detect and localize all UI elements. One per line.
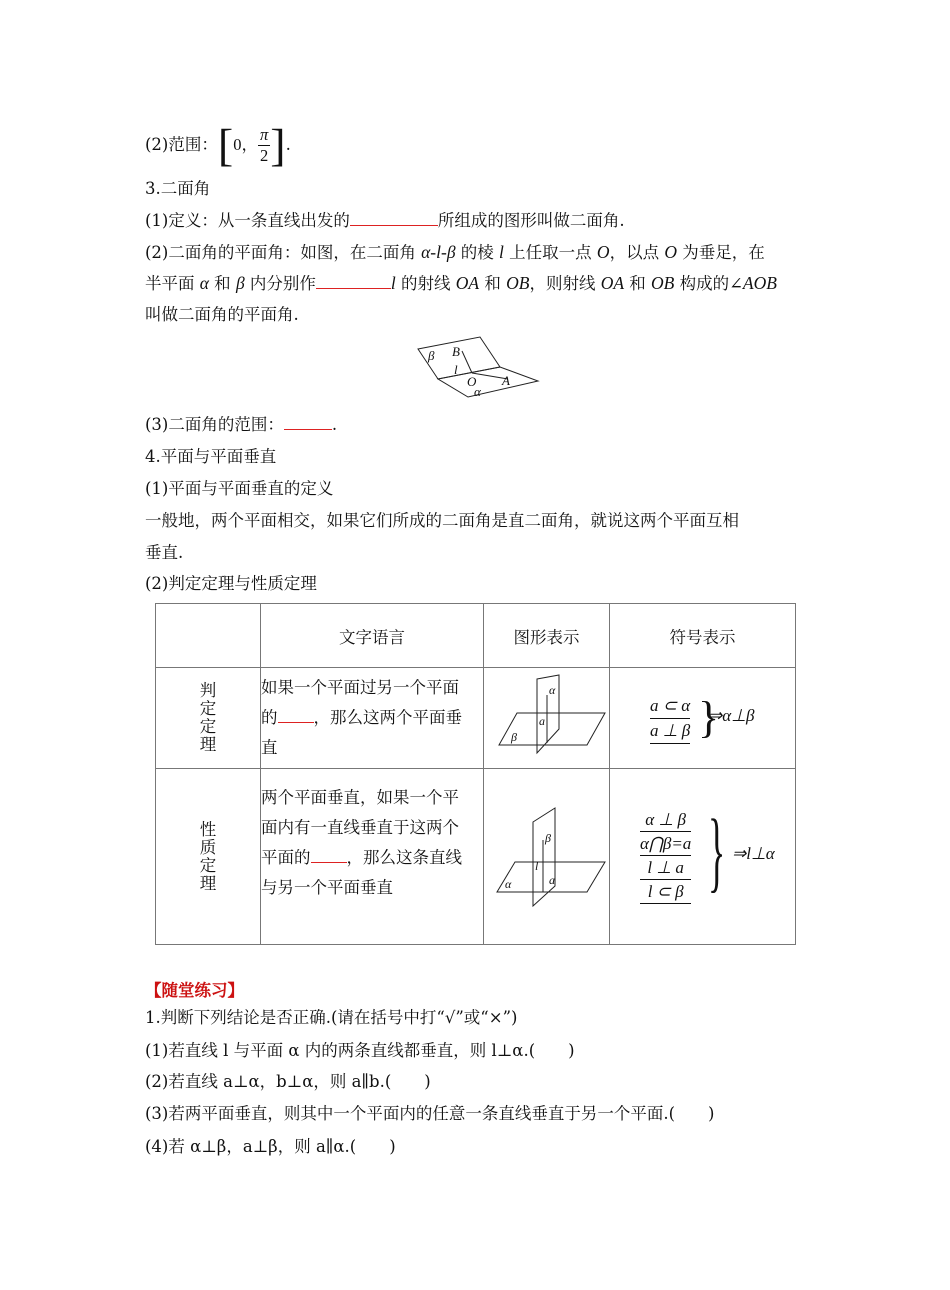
row-label-criterion xyxy=(156,668,261,769)
section4-body1: 一般地，两个平面相交，如果它们所成的二面角是直二面角，就说这两个平面互相 xyxy=(145,511,739,530)
text: 两个平面垂直，如果一个平 xyxy=(261,788,459,807)
range-blank xyxy=(284,413,332,430)
edge-l: l xyxy=(390,273,396,293)
criterion-figure xyxy=(487,673,607,763)
header-figure: 图形表示 xyxy=(484,604,610,668)
text: 和 xyxy=(208,274,236,293)
text: 半平面 xyxy=(145,274,200,293)
header-empty xyxy=(156,604,261,668)
criterion-text xyxy=(261,668,484,769)
beta: β xyxy=(235,273,245,293)
question-3: (3)若两平面垂直，则其中一个平面内的任意一条直线垂直于另一个平面.( ) xyxy=(145,1104,715,1123)
text: ，那么这条直线 xyxy=(346,848,462,867)
dihedral-definition xyxy=(145,209,625,233)
pi-over-2 xyxy=(258,125,270,166)
criterion-blank xyxy=(278,706,314,723)
section4-sub2: (2)判定定理与性质定理 xyxy=(145,574,317,593)
text: 和 xyxy=(624,274,652,293)
sym-line: l ⊂ β xyxy=(640,880,691,904)
ray-OB: OB xyxy=(651,273,675,293)
text: 构成的∠ xyxy=(674,274,743,293)
text: ，以点 xyxy=(609,243,665,262)
label-char: 质 xyxy=(199,837,217,857)
theorem-table xyxy=(155,603,796,945)
text xyxy=(261,703,483,733)
plane-angle-line1 xyxy=(145,240,765,265)
text: ，那么这两个平面垂 xyxy=(313,708,462,727)
practice-heading: 【随堂练习】 xyxy=(145,981,244,1000)
section3-title: 3.二面角 xyxy=(145,179,211,198)
dihedral-angle-figure xyxy=(410,333,540,403)
label-alpha: α xyxy=(548,683,555,697)
edge-l: l xyxy=(499,242,504,262)
point-O: O xyxy=(664,242,677,262)
definition-blank xyxy=(350,209,438,226)
table-row xyxy=(156,668,796,769)
text: (2)二面角的平面角：如图，在二面角 xyxy=(145,243,422,262)
property-symbol-cell xyxy=(610,769,796,945)
label-beta: β xyxy=(544,830,551,845)
sym-line: a ⊥ β xyxy=(650,719,690,744)
text: (3)二面角的范围： xyxy=(145,415,284,434)
table-header-row xyxy=(156,604,796,668)
ray-OA: OA xyxy=(600,273,625,293)
label-char: 定 xyxy=(199,699,217,718)
property-text xyxy=(261,769,484,945)
label-B: B xyxy=(452,344,460,359)
row-label-property xyxy=(156,769,261,945)
question-2: (2)若直线 a⊥α，b⊥α，则 a∥b.( ) xyxy=(145,1072,431,1091)
section4-sub1: (1)平面与平面垂直的定义 xyxy=(145,479,334,498)
text: 平面的 xyxy=(261,848,311,867)
text: ，则射线 xyxy=(529,274,601,293)
dihedral-range xyxy=(145,413,337,437)
label-a: a xyxy=(538,714,545,728)
label-l: l xyxy=(534,858,538,873)
label-alpha: α xyxy=(474,384,481,399)
property-symbol xyxy=(610,802,795,912)
text: 的 xyxy=(261,708,278,727)
text: 内分别作 xyxy=(244,274,316,293)
def-prefix: (1)定义：从一条直线出发的 xyxy=(145,211,350,230)
question-4: (4)若 α⊥β，a⊥β，则 a∥α.( ) xyxy=(145,1137,396,1156)
text: 面内有一直线垂直于这两个 xyxy=(261,818,459,837)
conditions xyxy=(650,694,690,744)
brace: } xyxy=(698,693,720,742)
range-label: (2)范围： xyxy=(145,135,218,154)
text: 上任取一点 xyxy=(503,243,597,262)
text: . xyxy=(331,415,338,434)
criterion-figure-cell xyxy=(484,668,610,769)
perpendicular-blank xyxy=(316,272,391,289)
plane-beta xyxy=(533,808,555,906)
property-figure-cell xyxy=(484,769,610,945)
ray-OA: OA xyxy=(455,273,480,293)
ray-OB: OB xyxy=(506,273,530,293)
dihedral-expr: α-l-β xyxy=(421,242,456,262)
ray-ob xyxy=(462,351,472,373)
question-intro: 1.判断下列结论是否正确.(请在括号中打“√”或“×”) xyxy=(145,1008,518,1027)
sym-result: ⇒l⊥α xyxy=(732,843,775,863)
sym-line: α⋂β=a xyxy=(640,832,691,856)
criterion-symbol-cell xyxy=(610,668,796,769)
plane-angle-line2 xyxy=(145,271,777,296)
angle-AOB: AOB xyxy=(742,273,777,293)
text: 直 xyxy=(261,738,278,757)
plane-angle-line3: 叫做二面角的平面角. xyxy=(145,305,299,324)
conditions xyxy=(640,808,691,904)
plane-alpha xyxy=(438,367,538,397)
label-a: a xyxy=(548,872,555,887)
section4-title: 4.平面与平面垂直 xyxy=(145,447,277,466)
alpha: α xyxy=(199,273,209,293)
label-char: 性 xyxy=(199,819,217,839)
sym-line: α ⊥ β xyxy=(640,808,691,832)
section4-body2: 垂直. xyxy=(145,543,184,562)
question-1: (1)若直线 l 与平面 α 内的两条直线都垂直，则 l⊥α.( ) xyxy=(145,1041,575,1060)
text: 如果一个平面过另一个平面 xyxy=(261,678,459,697)
criterion-symbol xyxy=(610,688,795,748)
point-O: O xyxy=(596,242,610,262)
text: 与另一个平面垂直 xyxy=(261,878,393,897)
label-char: 理 xyxy=(199,873,217,893)
label-char: 定 xyxy=(199,717,217,736)
range-lower: 0， xyxy=(233,135,258,154)
text: 和 xyxy=(479,274,507,293)
sym-result: ⇒α⊥β xyxy=(708,706,755,725)
label-char: 定 xyxy=(199,855,217,875)
label-char: 判 xyxy=(199,681,217,700)
frac-denominator: 2 xyxy=(259,146,269,165)
right-bracket: ] xyxy=(270,119,286,171)
sym-line: l ⊥ a xyxy=(640,856,691,880)
property-blank xyxy=(311,846,347,863)
label-beta: β xyxy=(510,730,517,744)
text xyxy=(261,843,483,873)
label-beta: β xyxy=(428,348,435,363)
range-end: . xyxy=(285,135,291,154)
text: 为垂足，在 xyxy=(676,243,765,262)
left-bracket: [ xyxy=(217,119,234,171)
property-figure xyxy=(487,802,607,912)
text: 的棱 xyxy=(455,243,500,262)
range-line xyxy=(145,119,291,171)
label-alpha: α xyxy=(504,876,511,891)
sym-line: a ⊂ α xyxy=(650,694,690,719)
label-A: A xyxy=(502,373,510,388)
frac-numerator: π xyxy=(259,125,269,144)
label-O: O xyxy=(467,374,477,389)
header-text: 文字语言 xyxy=(261,604,484,668)
label-l: l xyxy=(454,362,458,377)
header-symbol: 符号表示 xyxy=(610,604,796,668)
label-char: 理 xyxy=(199,735,217,754)
def-suffix: 所组成的图形叫做二面角. xyxy=(437,211,625,230)
text: 的射线 xyxy=(395,274,456,293)
table-row xyxy=(156,769,796,945)
brace: } xyxy=(708,801,726,901)
